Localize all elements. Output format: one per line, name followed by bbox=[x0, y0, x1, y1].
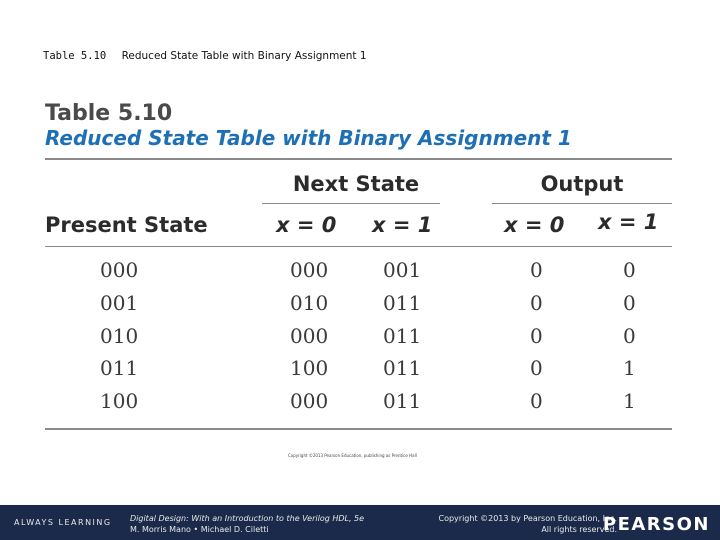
present-state-cell: 000 bbox=[100, 258, 139, 282]
table-title: Reduced State Table with Binary Assignment 1 bbox=[45, 126, 572, 150]
next-state-x0-cell: 000 bbox=[290, 258, 329, 282]
table-row bbox=[0, 356, 720, 389]
output-x1-cell: 0 bbox=[623, 258, 636, 282]
table-body bbox=[0, 258, 720, 422]
next-state-x0-cell: 100 bbox=[290, 356, 329, 381]
output-x0-cell: 0 bbox=[530, 356, 543, 381]
next-state-group-header: Next State bbox=[292, 172, 420, 196]
footer-bar bbox=[0, 505, 720, 540]
table-row bbox=[0, 389, 720, 422]
present-state-cell: 010 bbox=[100, 323, 139, 348]
next-state-x1-cell: 011 bbox=[383, 290, 422, 315]
next-state-x0-cell: 000 bbox=[290, 389, 329, 414]
output-x0-header: x = 0 bbox=[504, 213, 565, 237]
table-label: Table 5.10 bbox=[45, 101, 173, 126]
book-info bbox=[130, 513, 364, 535]
always-learning-text: ALWAYS LEARNING bbox=[14, 518, 112, 527]
present-state-cell: 100 bbox=[100, 389, 139, 414]
slide-caption bbox=[43, 50, 367, 62]
next-state-x0-header: x = 0 bbox=[276, 213, 337, 237]
next-state-x0-cell: 010 bbox=[290, 290, 329, 315]
table-bottom-rule bbox=[45, 428, 672, 430]
table-copyright: Copyright ©2013 Pearson Education, publishing as Prentice Hall bbox=[288, 453, 417, 458]
present-state-header: Present State bbox=[45, 213, 208, 237]
book-authors: M. Morris Mano • Michael D. Ciletti bbox=[130, 525, 269, 534]
slide-table-caption: Reduced State Table with Binary Assignment 1 bbox=[121, 50, 367, 62]
present-state-cell: 011 bbox=[100, 356, 139, 381]
output-x0-cell: 0 bbox=[530, 290, 543, 315]
pearson-logo: PEARSON bbox=[602, 514, 710, 535]
output-x1-cell: 0 bbox=[623, 323, 636, 348]
footer-copyright bbox=[438, 513, 617, 535]
output-x0-cell: 0 bbox=[530, 389, 543, 414]
table-row bbox=[0, 291, 720, 324]
next-state-x1-cell: 011 bbox=[383, 323, 422, 348]
header-rule bbox=[45, 246, 672, 247]
output-subrule bbox=[492, 203, 672, 204]
table-top-rule bbox=[45, 158, 672, 160]
output-x1-cell: 0 bbox=[623, 290, 636, 315]
next-state-x1-cell: 011 bbox=[383, 389, 422, 414]
slide-table-number: Table 5.10 bbox=[43, 50, 107, 62]
table-row bbox=[0, 324, 720, 357]
output-x0-cell: 0 bbox=[530, 258, 543, 282]
footer-copyright-line1: Copyright ©2013 by Pearson Education, Inc. bbox=[438, 514, 617, 523]
output-x1-header: x = 1 bbox=[598, 210, 659, 234]
next-state-x1-cell: 001 bbox=[383, 258, 422, 282]
next-state-subrule bbox=[262, 203, 440, 204]
next-state-x0-cell: 000 bbox=[290, 323, 329, 348]
output-group-header: Output bbox=[540, 172, 624, 196]
book-title: Digital Design: With an Introduction to the Verilog HDL, 5e bbox=[130, 514, 365, 523]
footer-copyright-line2: All rights reserved. bbox=[541, 525, 617, 534]
output-x1-cell: 1 bbox=[623, 389, 636, 414]
table-row bbox=[0, 258, 720, 291]
present-state-cell: 001 bbox=[100, 290, 139, 315]
next-state-x1-header: x = 1 bbox=[372, 213, 433, 237]
output-x1-cell: 1 bbox=[623, 356, 636, 381]
output-x0-cell: 0 bbox=[530, 323, 543, 348]
next-state-x1-cell: 011 bbox=[383, 356, 422, 381]
